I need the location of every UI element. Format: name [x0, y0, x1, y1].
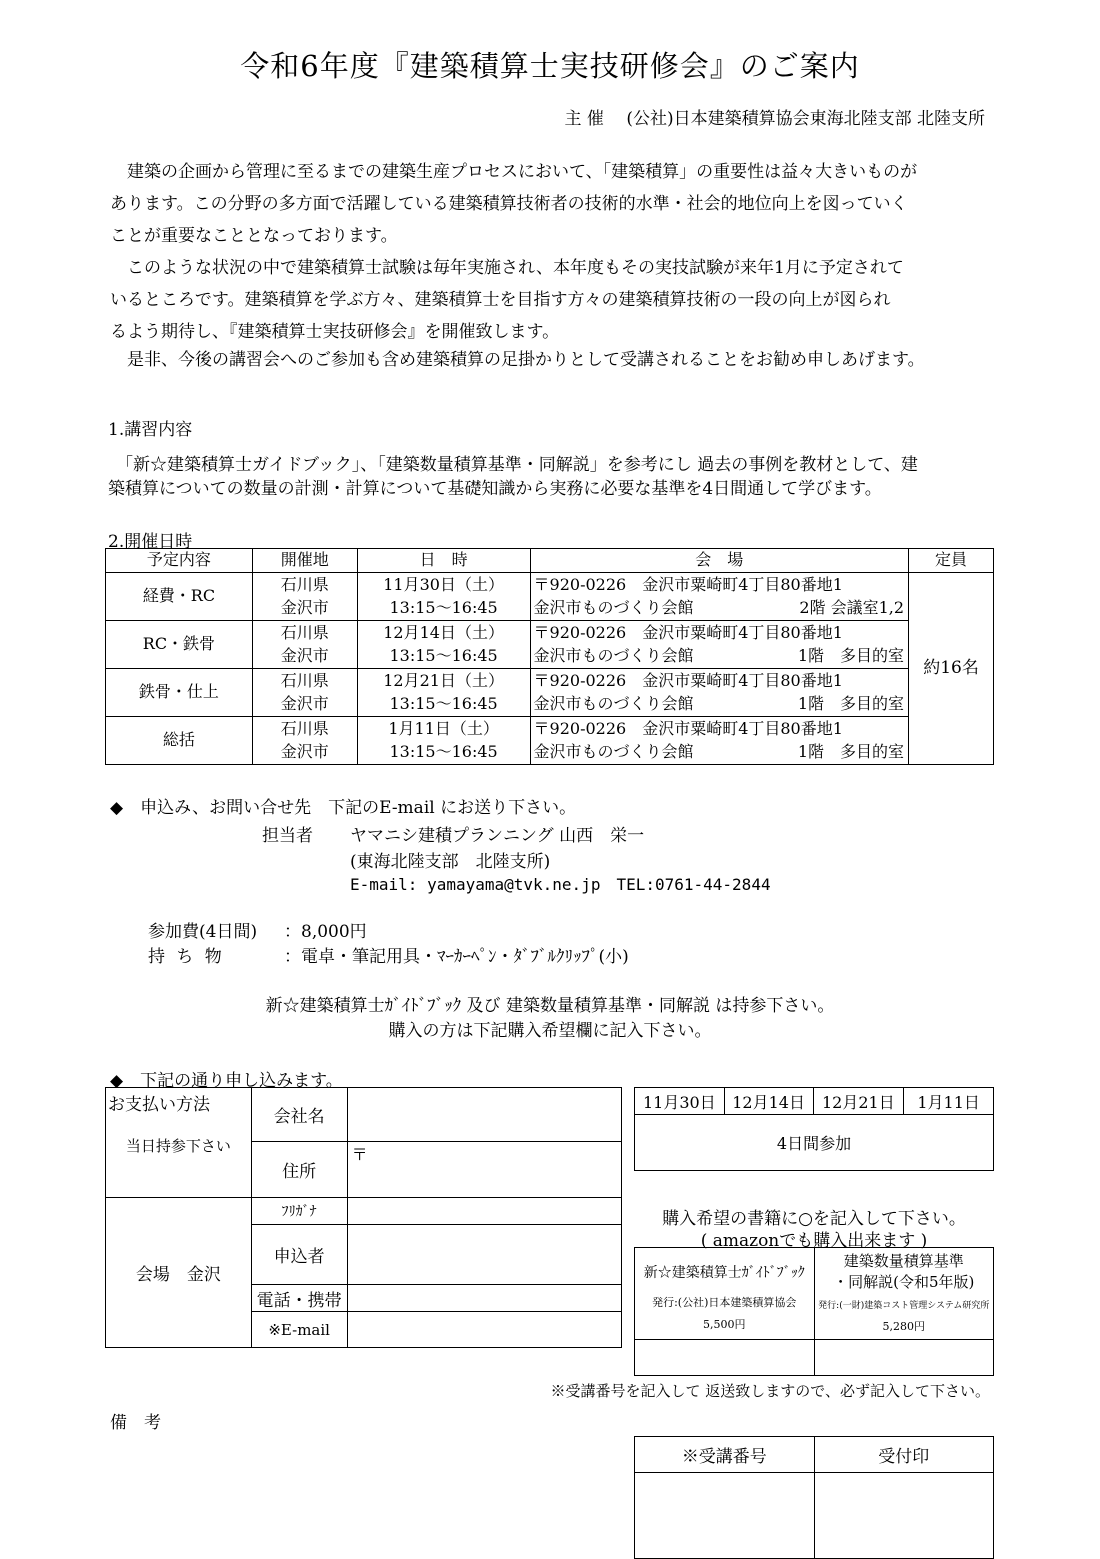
section2-heading: 2.開催日時 [108, 532, 193, 552]
payment-cell [106, 1088, 252, 1198]
intro-line: るよう期待し、『建築積算士実技研修会』を開催致します。 [110, 322, 560, 342]
stamp-field [814, 1473, 994, 1559]
intro-line: ことが重要なこととなっております。 [110, 226, 398, 246]
row-topic: RC・鉄骨 [106, 621, 253, 669]
row-date: 12月21日（土） [383, 671, 504, 690]
schedule-table [105, 548, 994, 765]
row-pref: 石川県 [280, 671, 329, 690]
book2-publisher: 発行:(一財)建築コスト管理システム研究所 [818, 1301, 990, 1311]
contact-branch: (東海北陸支部 北陸支所) [350, 852, 551, 872]
section1-heading: 1.講習内容 [108, 420, 193, 440]
row-location [252, 669, 357, 717]
fee-value: ：8,000円 [284, 922, 367, 942]
capacity-cell: 約16名 [909, 573, 994, 765]
row-city: 金沢市 [280, 693, 329, 713]
header-location: 開催地 [252, 549, 357, 573]
book1-title: 新☆建築積算士ｶﾞｲﾄﾞﾌﾞｯｸ [643, 1265, 805, 1281]
contact-person: ヤマニシ建積プランニング 山西 栄一 [350, 826, 645, 846]
schedule-row [106, 669, 994, 717]
phone-label: 電話・携帯 [251, 1285, 347, 1312]
row-location [252, 573, 357, 621]
row-city: 金沢市 [280, 741, 329, 761]
row-location [252, 621, 357, 669]
row-date: 11月30日（土） [383, 575, 504, 594]
date-option[interactable]: 12月14日 [724, 1088, 813, 1115]
row-address: 〒920-0226 金沢市粟崎町4丁目80番地1 [533, 575, 843, 594]
row-topic: 経費・RC [106, 573, 253, 621]
row-address: 〒920-0226 金沢市粟崎町4丁目80番地1 [533, 671, 843, 690]
intro-line: このような状況の中で建築積算士試験は毎年実施され、本年度もその実技試験が来年1月に予定されて [110, 258, 904, 278]
book1-price: 5,500円 [703, 1318, 746, 1331]
header-datetime: 日 時 [357, 549, 530, 573]
schedule-row [106, 621, 994, 669]
book2-cell [814, 1248, 994, 1340]
row-pref: 石川県 [280, 719, 329, 738]
row-address: 〒920-0226 金沢市粟崎町4丁目80番地1 [533, 719, 843, 738]
date-option[interactable]: 12月21日 [813, 1088, 904, 1115]
return-note: ※受講番号を記入して 返送致しますので、必ず記入して下さい。 [550, 1382, 990, 1400]
purchase-subheading: ( amazonでも購入出来ます ) [700, 1231, 928, 1251]
row-address: 〒920-0226 金沢市粟崎町4丁目80番地1 [533, 623, 843, 642]
page-title: 令和6年度『建築積算士実技研修会』のご案内 [240, 49, 860, 83]
row-hall: 金沢市ものづくり会館 [533, 741, 694, 761]
address-field[interactable] [347, 1142, 621, 1198]
address-label: 住所 [251, 1142, 347, 1198]
row-pref: 石川県 [280, 623, 329, 642]
email-field[interactable] [347, 1312, 621, 1348]
reg-number-label: ※受講番号 [635, 1437, 815, 1473]
remarks-label: 備 考 [110, 1413, 161, 1433]
section1-line: 築積算についての数量の計測・計算について基礎知識から実務に必要な基準を4日間通して学びます。 [108, 479, 882, 499]
row-date: 12月14日（土） [383, 623, 504, 642]
books-note: 新☆建築積算士ｶﾞｲﾄﾞﾌﾞｯｸ 及び 建築数量積算基準・同解説 は持参下さい。 [265, 996, 835, 1016]
intro-line: 是非、今後の講習会へのご参加も含め建築積算の足掛かりとして受講されることをお勧め申しあげます。 [110, 350, 925, 370]
fee-label: 参加費(4日間) [148, 922, 258, 942]
payment-value: 当日持参下さい [125, 1137, 231, 1155]
row-topic: 総括 [106, 717, 253, 765]
row-datetime [357, 621, 530, 669]
furigana-field[interactable] [347, 1198, 621, 1225]
payment-label: お支払い方法 [108, 1095, 210, 1115]
section1-line: 「新☆建築積算士ガイドブック」、「建築数量積算基準・同解説」を参考にし 過去の事例を教材として、建 [116, 455, 918, 475]
contact-email: E-mail: yamayama@tvk.ne.jp TEL:0761-44-2844 [350, 875, 771, 894]
row-time: 13:15〜16:45 [389, 645, 498, 665]
book2-price: 5,280円 [882, 1320, 925, 1333]
venue-label: 会場 金沢 [106, 1198, 252, 1348]
row-location [252, 717, 357, 765]
all-days-option[interactable]: 4日間参加 [635, 1115, 994, 1171]
header-venue: 会 場 [530, 549, 909, 573]
row-room: 1階 多目的室 [797, 741, 905, 761]
row-venue [530, 573, 909, 621]
row-topic: 鉄骨・仕上 [106, 669, 253, 717]
book1-cell [635, 1248, 815, 1340]
intro-line: いるところです。建築積算を学ぶ方々、建築積算士を目指す方々の建築積算技術の一段の向上が図られ [110, 290, 891, 310]
company-field[interactable] [347, 1088, 621, 1142]
furigana-label: ﾌﾘｶﾞﾅ [251, 1198, 347, 1225]
schedule-row [106, 573, 994, 621]
office-table [634, 1436, 994, 1559]
book2-check[interactable] [814, 1340, 994, 1376]
row-room: 2階 会議室1,2 [799, 597, 905, 617]
book2-subtitle: ・同解説(令和5年版) [833, 1273, 975, 1291]
book1-check[interactable] [635, 1340, 815, 1376]
row-room: 1階 多目的室 [797, 693, 905, 713]
row-hall: 金沢市ものづくり会館 [533, 693, 694, 713]
row-date: 1月11日（土） [388, 719, 499, 738]
row-hall: 金沢市ものづくり会館 [533, 645, 694, 665]
book2-title: 建築数量積算基準 [843, 1252, 964, 1270]
header-topic: 予定内容 [106, 549, 253, 573]
row-venue [530, 669, 909, 717]
row-time: 13:15〜16:45 [389, 693, 498, 713]
reg-number-field [635, 1473, 815, 1559]
apply-heading: ◆ 下記の通り申し込みます。 [110, 1071, 343, 1091]
phone-field[interactable] [347, 1285, 621, 1312]
stamp-label: 受付印 [814, 1437, 994, 1473]
row-city: 金沢市 [280, 597, 329, 617]
header-capacity: 定員 [909, 549, 994, 573]
intro-line: 建築の企画から管理に至るまでの建築生産プロセスにおいて、「建築積算」の重要性は益々大きいものが [110, 162, 918, 182]
row-datetime [357, 669, 530, 717]
books-note: 購入の方は下記購入希望欄に記入下さい。 [388, 1021, 712, 1041]
row-city: 金沢市 [280, 645, 329, 665]
date-option[interactable]: 11月30日 [635, 1088, 725, 1115]
organizer: 主 催 (公社)日本建築積算協会東海北陸支部 北陸支所 [564, 109, 985, 129]
postal-mark: 〒 [351, 1145, 368, 1164]
row-time: 13:15〜16:45 [389, 741, 498, 761]
book1-publisher: 発行:(公社)日本建築積算協会 [652, 1296, 797, 1309]
items-label: 持 ち 物 [148, 947, 225, 967]
row-hall: 金沢市ものづくり会館 [533, 597, 694, 617]
row-datetime [357, 573, 530, 621]
schedule-header-row [106, 549, 994, 573]
row-venue [530, 717, 909, 765]
applicant-label: 申込者 [251, 1225, 347, 1285]
items-value: ：電卓・筆記用具・ﾏｰｶｰﾍﾟﾝ・ﾀﾞﾌﾞﾙｸﾘｯﾌﾟ(小) [284, 947, 629, 967]
intro-line: あります。この分野の多方面で活躍している建築積算技術者の技術的水準・社会的地位向上を図っていく [110, 194, 908, 214]
schedule-row [106, 717, 994, 765]
company-label: 会社名 [251, 1088, 347, 1142]
registration-form [105, 1087, 622, 1348]
purchase-heading: 購入希望の書籍に○を記入して下さい。 [662, 1209, 966, 1229]
row-datetime [357, 717, 530, 765]
row-venue [530, 621, 909, 669]
dates-table [634, 1087, 994, 1171]
applicant-field[interactable] [347, 1225, 621, 1285]
row-time: 13:15〜16:45 [389, 597, 498, 617]
date-option[interactable]: 1月11日 [904, 1088, 994, 1115]
contact-heading: ◆ 申込み、お問い合せ先 下記のE-mail にお送り下さい。 [110, 798, 577, 818]
contact-label: 担当者 [262, 826, 313, 846]
row-room: 1階 多目的室 [797, 645, 905, 665]
row-pref: 石川県 [280, 575, 329, 594]
purchase-table [634, 1247, 994, 1376]
email-label: ※E-mail [251, 1312, 347, 1348]
